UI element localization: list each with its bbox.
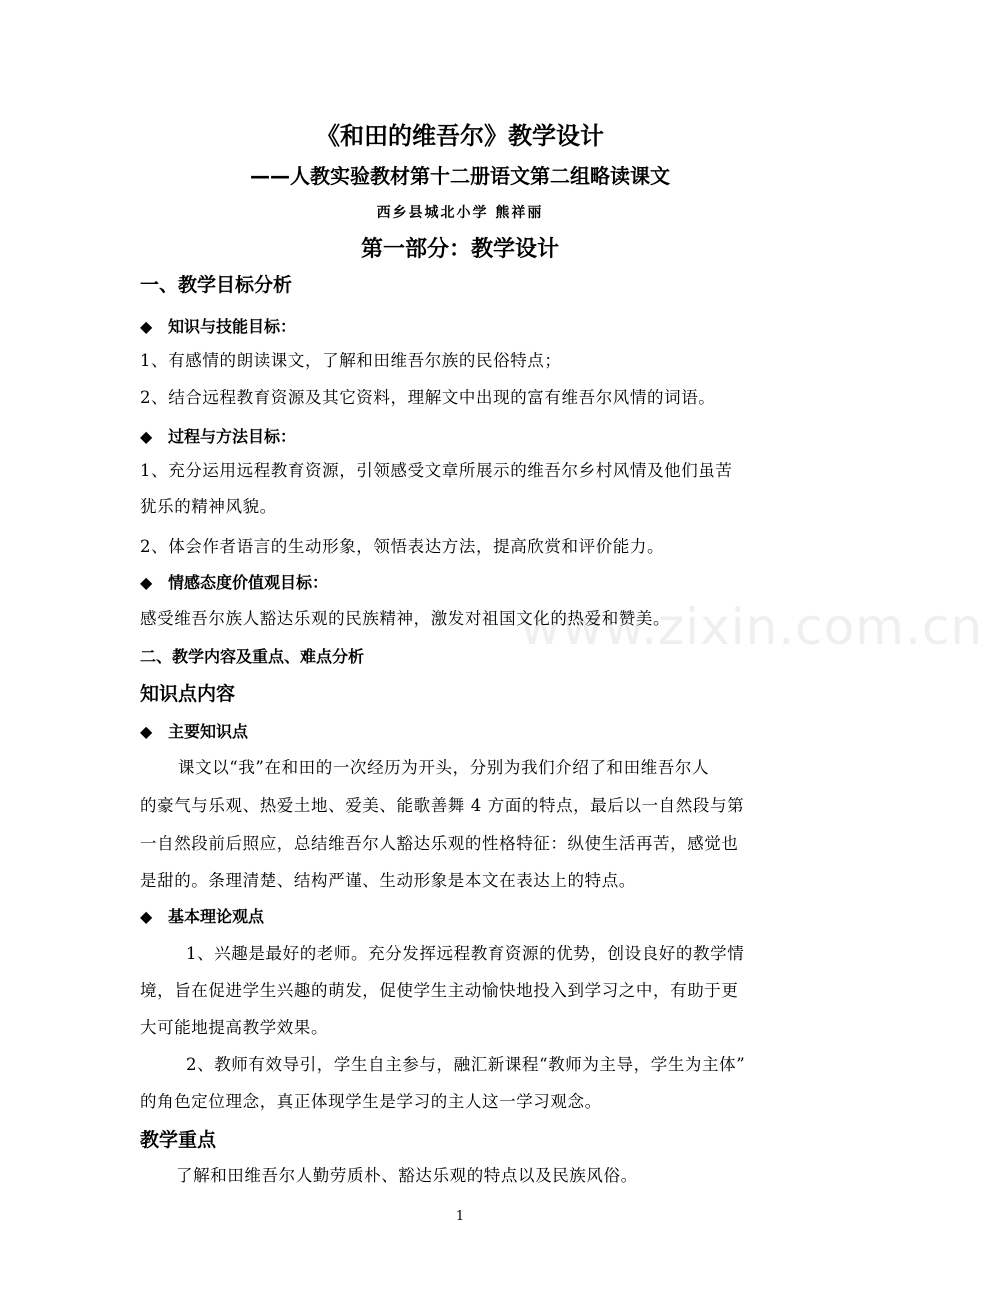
main-points-heading <box>140 719 785 742</box>
paragraph-line: 1、充分运用远程教育资源，引领感受文章所展示的维吾尔乡村风情及他们虽苦 <box>140 461 733 480</box>
goal-heading-process <box>140 424 785 447</box>
paragraph-line: 1、兴趣是最好的老师。充分发挥远程教育资源的优势，创设良好的教学情 <box>186 944 745 963</box>
paragraph-line: 的角色定位理念，真正体现学生是学习的主人这一学习观念。 <box>140 1092 602 1111</box>
section-heading-2: 二、教学内容及重点、难点分析 <box>140 647 365 666</box>
key-heading: 教学重点 <box>140 1129 217 1151</box>
diamond-bullet-icon: ◆ <box>140 317 153 336</box>
main-points-label: 主要知识点 <box>168 722 249 741</box>
paragraph-line: 2、体会作者语言的生动形象，领悟表达方法，提高欣赏和评价能力。 <box>140 537 665 556</box>
diamond-bullet-icon: ◆ <box>140 907 153 926</box>
author-line: 西乡县城北小学 熊祥丽 <box>376 205 544 221</box>
document-title: 《和田的维吾尔》教学设计 <box>316 122 604 150</box>
paragraph-line: 是甜的。条理清楚、结构严谨、生动形象是本文在表达上的特点。 <box>140 871 636 890</box>
paragraph-line: 的豪气与乐观、热爱土地、爱美、能歌善舞 4 方面的特点，最后以一自然段与第 <box>140 796 745 815</box>
paragraph-line: 大可能地提高教学效果。 <box>140 1018 329 1037</box>
part-heading: 第一部分：教学设计 <box>360 237 559 262</box>
goal-heading-label: 知识与技能目标： <box>168 317 297 336</box>
paragraph-line: 感受维吾尔族人豁达乐观的民族精神，激发对祖国文化的热爱和赞美。 <box>140 609 671 628</box>
paragraph-line: 境，旨在促进学生兴趣的萌发，促使学生主动愉快地投入到学习之中，有助于更 <box>140 981 739 1000</box>
goal-heading-label: 过程与方法目标： <box>168 427 297 446</box>
theory-label: 基本理论观点 <box>168 907 265 926</box>
paragraph-line: 课文以“我”在和田的一次经历为开头，分别为我们介绍了和田维吾尔人 <box>178 758 710 777</box>
document-subtitle: ——人教实验教材第十二册语文第二组略读课文 <box>250 164 670 188</box>
goal-heading-knowledge <box>140 314 785 337</box>
paragraph-line: 一自然段前后照应，总结维吾尔人豁达乐观的性格特征：纵使生活再苦，感觉也 <box>140 834 739 853</box>
section-heading-1: 一、教学目标分析 <box>140 274 293 296</box>
theory-heading <box>140 904 785 927</box>
paragraph-line: 2、教师有效导引，学生自主参与，融汇新课程“教师为主导，学生为主体” <box>186 1055 746 1074</box>
paragraph-line: 犹乐的精神风貌。 <box>140 497 277 516</box>
knowledge-heading: 知识点内容 <box>140 683 236 705</box>
diamond-bullet-icon: ◆ <box>140 427 153 446</box>
page-number: 1 <box>455 1209 465 1224</box>
paragraph-line: 了解和田维吾尔人勤劳质朴、豁达乐观的特点以及民族风俗。 <box>176 1166 638 1185</box>
watermark: www.zixin.com.cn <box>520 598 983 656</box>
goal-heading-attitude <box>140 570 785 593</box>
diamond-bullet-icon: ◆ <box>140 722 153 741</box>
paragraph-line: 2、结合远程教育资源及其它资料，理解文中出现的富有维吾尔风情的词语。 <box>140 388 716 407</box>
goal-heading-label: 情感态度价值观目标： <box>168 573 329 592</box>
diamond-bullet-icon: ◆ <box>140 573 153 592</box>
paragraph-line: 1、有感情的朗读课文，了解和田维吾尔族的民俗特点； <box>140 351 562 370</box>
